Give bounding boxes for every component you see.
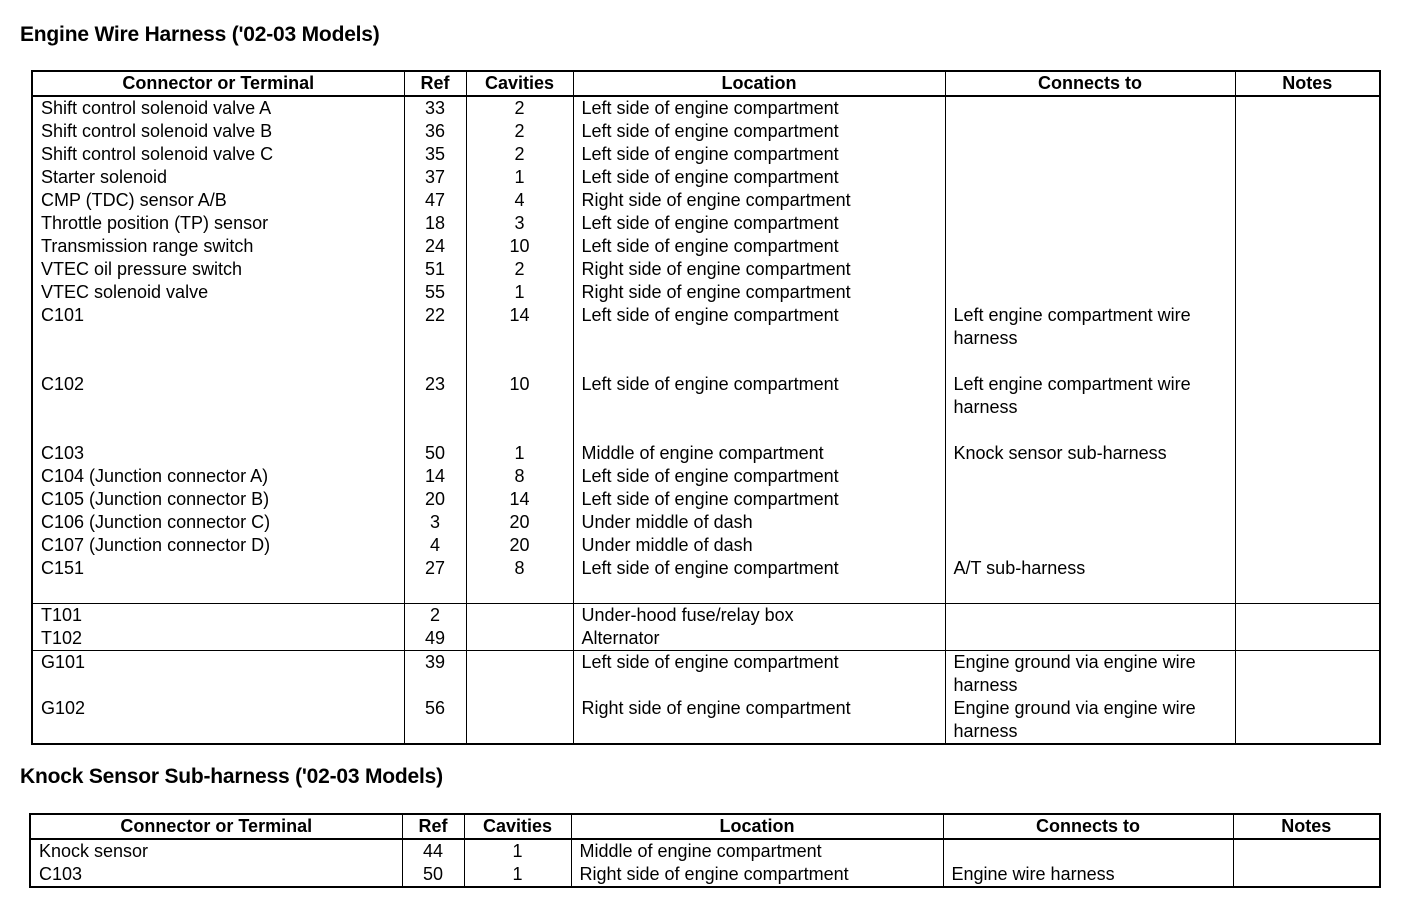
col-header-cavities: Cavities — [464, 814, 571, 839]
table-row — [32, 120, 1380, 143]
cell-connector: C104 (Junction connector A) — [32, 465, 404, 488]
cell-notes — [1235, 166, 1380, 189]
cell-notes — [1235, 304, 1380, 373]
cell-notes — [1235, 120, 1380, 143]
cell-ref: 20 — [404, 488, 466, 511]
table-row — [32, 442, 1380, 465]
cell-ref: 51 — [404, 258, 466, 281]
cell-connects-to: Engine ground via engine wire harness — [945, 651, 1235, 698]
cell-cavities — [466, 651, 573, 698]
col-header-connects-to: Connects to — [943, 814, 1233, 839]
cell-notes — [1235, 189, 1380, 212]
cell-location: Right side of engine compartment — [571, 863, 943, 887]
cell-ref: 44 — [402, 839, 464, 863]
cell-connects-to: A/T sub-harness — [945, 557, 1235, 604]
cell-connector: VTEC oil pressure switch — [32, 258, 404, 281]
cell-ref: 4 — [404, 534, 466, 557]
cell-notes — [1233, 863, 1380, 887]
knock-sensor-harness-table — [29, 813, 1381, 888]
cell-cavities: 14 — [466, 488, 573, 511]
cell-cavities: 3 — [466, 212, 573, 235]
cell-connector: Shift control solenoid valve B — [32, 120, 404, 143]
cell-connector: C102 — [32, 373, 404, 442]
cell-ref: 36 — [404, 120, 466, 143]
cell-location: Middle of engine compartment — [571, 839, 943, 863]
cell-connects-to — [945, 488, 1235, 511]
cell-location: Left side of engine compartment — [573, 120, 945, 143]
cell-connects-to — [945, 143, 1235, 166]
cell-connects-to — [945, 604, 1235, 628]
cell-location: Under middle of dash — [573, 534, 945, 557]
cell-ref: 49 — [404, 627, 466, 651]
cell-connects-to — [945, 120, 1235, 143]
cell-notes — [1235, 212, 1380, 235]
table-row — [32, 511, 1380, 534]
cell-notes — [1235, 488, 1380, 511]
cell-notes — [1235, 604, 1380, 628]
table-row — [32, 258, 1380, 281]
col-header-location: Location — [573, 71, 945, 96]
cell-notes — [1235, 235, 1380, 258]
cell-connector: Knock sensor — [30, 839, 402, 863]
cell-connects-to — [943, 839, 1233, 863]
table-row — [32, 143, 1380, 166]
cell-ref: 3 — [404, 511, 466, 534]
cell-connects-to — [945, 212, 1235, 235]
cell-connects-to — [945, 627, 1235, 651]
cell-notes — [1235, 465, 1380, 488]
cell-ref: 33 — [404, 96, 466, 120]
cell-cavities: 2 — [466, 120, 573, 143]
cell-connects-to — [945, 258, 1235, 281]
cell-connector: CMP (TDC) sensor A/B — [32, 189, 404, 212]
cell-ref: 23 — [404, 373, 466, 442]
col-header-location: Location — [571, 814, 943, 839]
cell-notes — [1235, 697, 1380, 744]
cell-cavities: 20 — [466, 534, 573, 557]
cell-cavities: 4 — [466, 189, 573, 212]
cell-cavities: 2 — [466, 96, 573, 120]
cell-cavities: 2 — [466, 258, 573, 281]
cell-cavities: 14 — [466, 304, 573, 373]
cell-location: Left side of engine compartment — [573, 304, 945, 373]
table-row — [32, 235, 1380, 258]
cell-location: Right side of engine compartment — [573, 281, 945, 304]
cell-location: Left side of engine compartment — [573, 235, 945, 258]
cell-notes — [1235, 143, 1380, 166]
cell-connects-to — [945, 281, 1235, 304]
cell-ref: 37 — [404, 166, 466, 189]
cell-connector: Throttle position (TP) sensor — [32, 212, 404, 235]
table-row — [32, 604, 1380, 628]
cell-cavities: 1 — [466, 166, 573, 189]
table-row — [32, 488, 1380, 511]
table-row — [32, 189, 1380, 212]
table-row — [32, 627, 1380, 651]
cell-cavities: 1 — [466, 281, 573, 304]
cell-connects-to: Left engine compartment wire harness — [945, 373, 1235, 442]
cell-notes — [1235, 627, 1380, 651]
cell-connector: C106 (Junction connector C) — [32, 511, 404, 534]
cell-ref: 35 — [404, 143, 466, 166]
col-header-ref: Ref — [402, 814, 464, 839]
cell-location: Under-hood fuse/relay box — [573, 604, 945, 628]
cell-connects-to — [945, 465, 1235, 488]
cell-notes — [1235, 557, 1380, 604]
col-header-cavities: Cavities — [466, 71, 573, 96]
cell-connects-to: Left engine compartment wire harness — [945, 304, 1235, 373]
engine-harness-table — [31, 70, 1381, 745]
table-row — [32, 534, 1380, 557]
cell-ref: 39 — [404, 651, 466, 698]
col-header-connector: Connector or Terminal — [32, 71, 404, 96]
col-header-connects-to: Connects to — [945, 71, 1235, 96]
cell-location: Under middle of dash — [573, 511, 945, 534]
cell-location: Right side of engine compartment — [573, 189, 945, 212]
table-row — [32, 465, 1380, 488]
cell-cavities: 10 — [466, 235, 573, 258]
cell-connector: C107 (Junction connector D) — [32, 534, 404, 557]
table-header-row — [32, 71, 1380, 96]
cell-notes — [1235, 96, 1380, 120]
cell-connector: C105 (Junction connector B) — [32, 488, 404, 511]
cell-connector: G102 — [32, 697, 404, 744]
engine-harness-title: Engine Wire Harness ('02-03 Models) — [20, 23, 380, 46]
cell-ref: 2 — [404, 604, 466, 628]
knock-sensor-harness-title: Knock Sensor Sub-harness ('02-03 Models) — [20, 765, 443, 788]
cell-location: Right side of engine compartment — [573, 258, 945, 281]
cell-notes — [1235, 511, 1380, 534]
cell-connects-to — [945, 235, 1235, 258]
cell-location: Left side of engine compartment — [573, 373, 945, 442]
cell-ref: 22 — [404, 304, 466, 373]
col-header-ref: Ref — [404, 71, 466, 96]
cell-ref: 56 — [404, 697, 466, 744]
table-row — [32, 281, 1380, 304]
cell-location: Left side of engine compartment — [573, 212, 945, 235]
cell-location: Left side of engine compartment — [573, 488, 945, 511]
cell-notes — [1233, 839, 1380, 863]
cell-cavities: 1 — [466, 442, 573, 465]
cell-notes — [1235, 281, 1380, 304]
cell-location: Left side of engine compartment — [573, 465, 945, 488]
cell-ref: 50 — [404, 442, 466, 465]
cell-cavities: 8 — [466, 557, 573, 604]
cell-location: Left side of engine compartment — [573, 651, 945, 698]
cell-location: Left side of engine compartment — [573, 166, 945, 189]
cell-notes — [1235, 534, 1380, 557]
cell-ref: 50 — [402, 863, 464, 887]
cell-connector: Starter solenoid — [32, 166, 404, 189]
cell-connects-to — [945, 96, 1235, 120]
cell-connector: Shift control solenoid valve A — [32, 96, 404, 120]
cell-cavities — [466, 697, 573, 744]
col-header-notes: Notes — [1235, 71, 1380, 96]
cell-connector: Transmission range switch — [32, 235, 404, 258]
cell-cavities: 1 — [464, 839, 571, 863]
cell-cavities: 2 — [466, 143, 573, 166]
cell-connector: Shift control solenoid valve C — [32, 143, 404, 166]
cell-cavities — [466, 604, 573, 628]
cell-cavities: 1 — [464, 863, 571, 887]
cell-cavities: 20 — [466, 511, 573, 534]
cell-location: Right side of engine compartment — [573, 697, 945, 744]
table-row — [32, 96, 1380, 120]
cell-connector: C151 — [32, 557, 404, 604]
cell-ref: 18 — [404, 212, 466, 235]
cell-location: Middle of engine compartment — [573, 442, 945, 465]
cell-cavities: 8 — [466, 465, 573, 488]
table-row — [32, 373, 1380, 442]
table-header-row — [30, 814, 1380, 839]
cell-cavities — [466, 627, 573, 651]
cell-location: Alternator — [573, 627, 945, 651]
cell-connects-to: Engine ground via engine wire harness — [945, 697, 1235, 744]
cell-connector: T102 — [32, 627, 404, 651]
cell-notes — [1235, 651, 1380, 698]
table-row — [32, 557, 1380, 604]
cell-notes — [1235, 258, 1380, 281]
col-header-connector: Connector or Terminal — [30, 814, 402, 839]
cell-notes — [1235, 373, 1380, 442]
cell-cavities: 10 — [466, 373, 573, 442]
cell-connects-to — [945, 166, 1235, 189]
table-row — [32, 697, 1380, 744]
cell-connector: T101 — [32, 604, 404, 628]
cell-connector: C101 — [32, 304, 404, 373]
table-row — [32, 304, 1380, 373]
cell-connector: VTEC solenoid valve — [32, 281, 404, 304]
cell-location: Left side of engine compartment — [573, 96, 945, 120]
table-row — [32, 651, 1380, 698]
cell-ref: 14 — [404, 465, 466, 488]
cell-ref: 55 — [404, 281, 466, 304]
cell-connects-to — [945, 189, 1235, 212]
cell-ref: 47 — [404, 189, 466, 212]
cell-ref: 24 — [404, 235, 466, 258]
cell-connects-to: Knock sensor sub-harness — [945, 442, 1235, 465]
cell-connector: G101 — [32, 651, 404, 698]
cell-connector: C103 — [30, 863, 402, 887]
cell-location: Left side of engine compartment — [573, 557, 945, 604]
cell-connector: C103 — [32, 442, 404, 465]
col-header-notes: Notes — [1233, 814, 1380, 839]
table-row — [32, 212, 1380, 235]
table-row — [32, 166, 1380, 189]
cell-notes — [1235, 442, 1380, 465]
cell-connects-to — [945, 511, 1235, 534]
cell-connects-to — [945, 534, 1235, 557]
cell-ref: 27 — [404, 557, 466, 604]
cell-location: Left side of engine compartment — [573, 143, 945, 166]
table-row — [30, 863, 1380, 887]
table-row — [30, 839, 1380, 863]
cell-connects-to: Engine wire harness — [943, 863, 1233, 887]
